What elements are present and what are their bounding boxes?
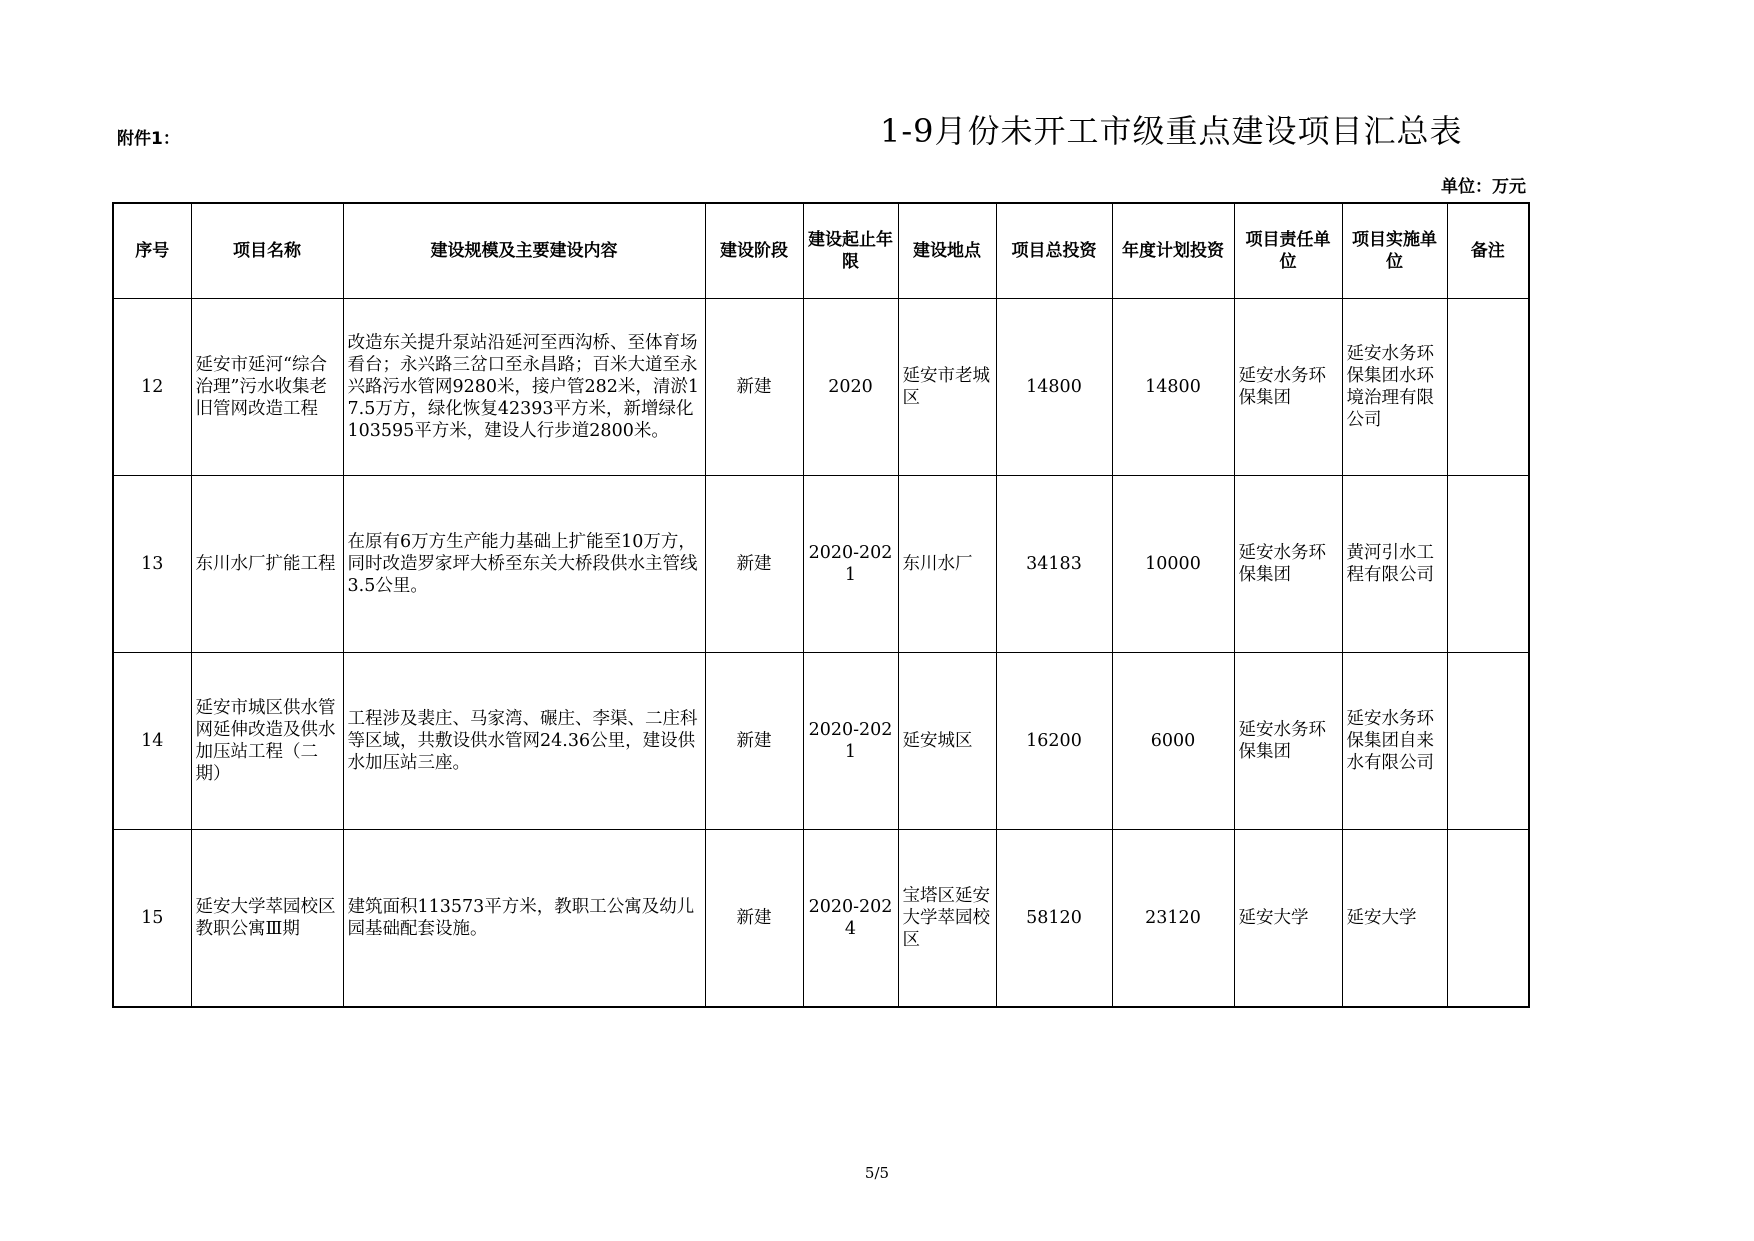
page-number: 5/5 bbox=[864, 1164, 890, 1182]
cell-no: 15 bbox=[113, 830, 191, 1008]
cell-annual: 14800 bbox=[1112, 299, 1234, 476]
cell-remark bbox=[1447, 299, 1529, 476]
cell-implementer: 延安大学 bbox=[1342, 830, 1447, 1008]
cell-annual: 6000 bbox=[1112, 653, 1234, 830]
cell-implementer: 黄河引水工程有限公司 bbox=[1342, 476, 1447, 653]
column-header: 建设阶段 bbox=[705, 203, 803, 299]
cell-location: 延安市老城区 bbox=[898, 299, 996, 476]
document-title: 1-9月份未开工市级重点建设项目汇总表 bbox=[880, 112, 1463, 150]
cell-no: 12 bbox=[113, 299, 191, 476]
cell-annual: 23120 bbox=[1112, 830, 1234, 1008]
cell-stage: 新建 bbox=[705, 476, 803, 653]
table-header-row bbox=[113, 203, 1529, 299]
table-row bbox=[113, 653, 1529, 830]
cell-stage: 新建 bbox=[705, 653, 803, 830]
column-header: 备注 bbox=[1447, 203, 1529, 299]
column-header: 项目实施单位 bbox=[1342, 203, 1447, 299]
column-header: 项目责任单位 bbox=[1234, 203, 1342, 299]
cell-name: 延安大学萃园校区教职公寓Ⅲ期 bbox=[191, 830, 343, 1008]
cell-name: 延安市城区供水管网延伸改造及供水加压站工程（二期） bbox=[191, 653, 343, 830]
cell-annual: 10000 bbox=[1112, 476, 1234, 653]
cell-location: 延安城区 bbox=[898, 653, 996, 830]
table-row bbox=[113, 476, 1529, 653]
cell-implementer: 延安水务环保集团水环境治理有限公司 bbox=[1342, 299, 1447, 476]
column-header: 建设地点 bbox=[898, 203, 996, 299]
cell-years: 2020-2024 bbox=[803, 830, 898, 1008]
cell-responsible: 延安大学 bbox=[1234, 830, 1342, 1008]
cell-no: 14 bbox=[113, 653, 191, 830]
table-row bbox=[113, 830, 1529, 1008]
cell-years: 2020 bbox=[803, 299, 898, 476]
cell-remark bbox=[1447, 653, 1529, 830]
column-header: 序号 bbox=[113, 203, 191, 299]
projects-table bbox=[112, 202, 1530, 1008]
cell-stage: 新建 bbox=[705, 830, 803, 1008]
cell-responsible: 延安水务环保集团 bbox=[1234, 299, 1342, 476]
cell-location: 宝塔区延安大学萃园校区 bbox=[898, 830, 996, 1008]
cell-content: 建筑面积113573平方米，教职工公寓及幼儿园基础配套设施。 bbox=[343, 830, 705, 1008]
cell-responsible: 延安水务环保集团 bbox=[1234, 653, 1342, 830]
cell-total: 16200 bbox=[996, 653, 1112, 830]
cell-total: 34183 bbox=[996, 476, 1112, 653]
cell-stage: 新建 bbox=[705, 299, 803, 476]
unit-label: 单位：万元 bbox=[1441, 177, 1526, 197]
cell-total: 14800 bbox=[996, 299, 1112, 476]
cell-content: 改造东关提升泵站沿延河至西沟桥、至体育场看台；永兴路三岔口至永昌路；百米大道至永兴路污水管网9280米，接户管282米，清淤17.5万方，绿化恢复42393平方米，新增绿化103595平方米，建设人行步道2800米。 bbox=[343, 299, 705, 476]
column-header: 建设起止年限 bbox=[803, 203, 898, 299]
cell-years: 2020-2021 bbox=[803, 476, 898, 653]
cell-remark bbox=[1447, 476, 1529, 653]
cell-name: 延安市延河“综合治理”污水收集老旧管网改造工程 bbox=[191, 299, 343, 476]
cell-years: 2020-2021 bbox=[803, 653, 898, 830]
column-header: 建设规模及主要建设内容 bbox=[343, 203, 705, 299]
column-header: 项目总投资 bbox=[996, 203, 1112, 299]
cell-location: 东川水厂 bbox=[898, 476, 996, 653]
column-header: 年度计划投资 bbox=[1112, 203, 1234, 299]
column-header: 项目名称 bbox=[191, 203, 343, 299]
cell-no: 13 bbox=[113, 476, 191, 653]
cell-implementer: 延安水务环保集团自来水有限公司 bbox=[1342, 653, 1447, 830]
cell-content: 工程涉及裴庄、马家湾、碾庄、李渠、二庄科等区域，共敷设供水管网24.36公里，建设供水加压站三座。 bbox=[343, 653, 705, 830]
cell-name: 东川水厂扩能工程 bbox=[191, 476, 343, 653]
table-row bbox=[113, 299, 1529, 476]
cell-remark bbox=[1447, 830, 1529, 1008]
attachment-label: 附件1： bbox=[117, 129, 180, 149]
cell-responsible: 延安水务环保集团 bbox=[1234, 476, 1342, 653]
cell-total: 58120 bbox=[996, 830, 1112, 1008]
cell-content: 在原有6万方生产能力基础上扩能至10万方，同时改造罗家坪大桥至东关大桥段供水主管线3.5公里。 bbox=[343, 476, 705, 653]
